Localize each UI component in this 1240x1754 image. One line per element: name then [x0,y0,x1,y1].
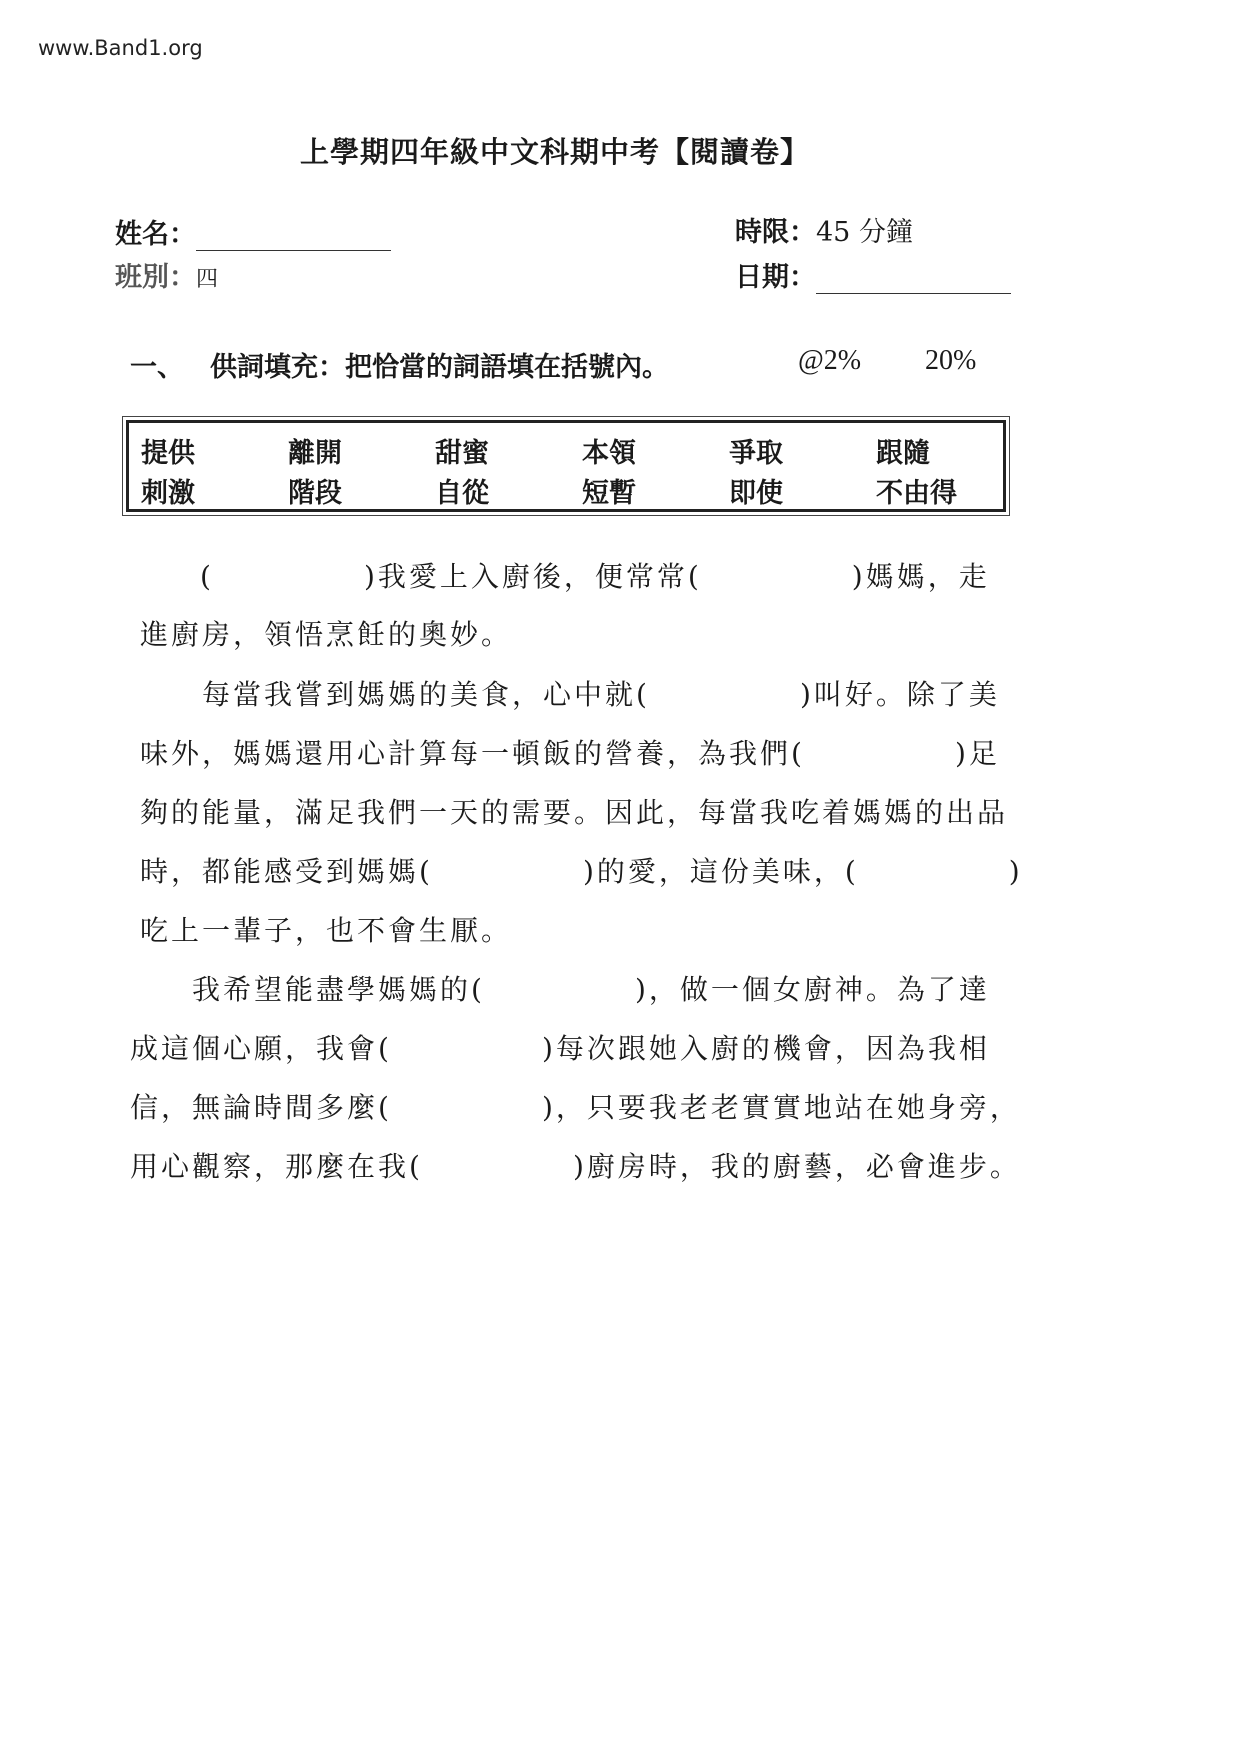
passage-text: 每當我嘗到媽媽的美食，心中就( [202,678,650,711]
passage-text: 信，無論時間多麼( [130,1091,392,1124]
passage-text: )我愛上入廚後，便常常( [363,560,702,593]
word-item: 本領 [582,438,636,469]
word-item: 不由得 [876,478,957,509]
passage-text: )，只要我老老實實地站在她身旁， [541,1091,1021,1124]
passage-text: 時，都能感受到媽媽( [140,855,433,888]
word-bank [126,420,1006,512]
bracket-text: ( [200,560,214,593]
name-blank[interactable] [196,220,391,251]
bracket-text: ) [1008,855,1023,888]
passage-text: )，做一個女廚神。為了達 [634,973,990,1006]
total-score: 20% [925,345,977,376]
name-field [115,212,391,251]
passage-line [130,1086,1021,1126]
word-item: 跟隨 [876,438,930,469]
passage-line: 吃上一輩子，也不會生厭。 [140,914,513,947]
passage-text: )叫好。除了美 [799,678,1000,711]
date-blank[interactable] [816,263,1011,294]
question-1-header [130,345,990,384]
date-label: 日期： [735,262,816,293]
passage-line [130,1027,990,1067]
passage-text: )廚房時，我的廚藝，必會進步。 [572,1150,1021,1183]
word-item: 刺激 [141,478,195,509]
word-item: 甜蜜 [435,438,489,469]
passage-line: 夠的能量，滿足我們一天的需要。因此，每當我吃着媽媽的出品 [140,796,1009,829]
passage-text: 我希望能盡學媽媽的( [192,973,485,1006]
passage-text: )每次跟她入廚的機會，因為我相 [541,1032,990,1065]
passage-line [140,850,1023,890]
passage-line [192,968,990,1008]
passage-text: 味外，媽媽還用心計算每一頓飯的營養，為我們( [140,737,805,770]
passage-text: )媽媽，走 [851,560,990,593]
passage-line [202,673,1000,713]
word-item: 離開 [288,438,342,469]
class-value: 四 [196,267,219,292]
word-item: 提供 [141,438,195,469]
passage-line: 進廚房，領悟烹飪的奧妙。 [140,618,513,651]
word-item: 短暫 [582,478,636,509]
per-item-score: @2% [798,345,862,376]
passage-text: )的愛，這份美味，( [582,855,859,888]
time-value: 45 分鐘 [816,217,913,248]
time-label: 時限： [735,217,816,248]
name-label: 姓名： [115,219,196,250]
passage-line [130,1145,1021,1185]
watermark: www.Band1.org [38,36,203,60]
word-item: 即使 [729,478,783,509]
time-field [735,210,913,249]
word-item: 爭取 [729,438,783,469]
passage-text: 成這個心願，我會( [130,1032,392,1065]
passage-line [140,732,1000,772]
page-title: 上學期四年級中文科期中考【閱讀卷】 [300,135,811,169]
passage-text: )足 [954,737,1000,770]
word-item: 階段 [288,478,342,509]
passage-text: 用心觀察，那麼在我( [130,1150,423,1183]
date-field [735,255,1011,294]
passage-line [200,555,990,595]
class-label: 班別： [115,262,196,293]
question-number: 一、 [130,352,184,383]
word-item: 自從 [435,478,489,509]
question-instruction: 供詞填充：把恰當的詞語填在括號內。 [210,352,669,383]
class-field [115,255,218,294]
